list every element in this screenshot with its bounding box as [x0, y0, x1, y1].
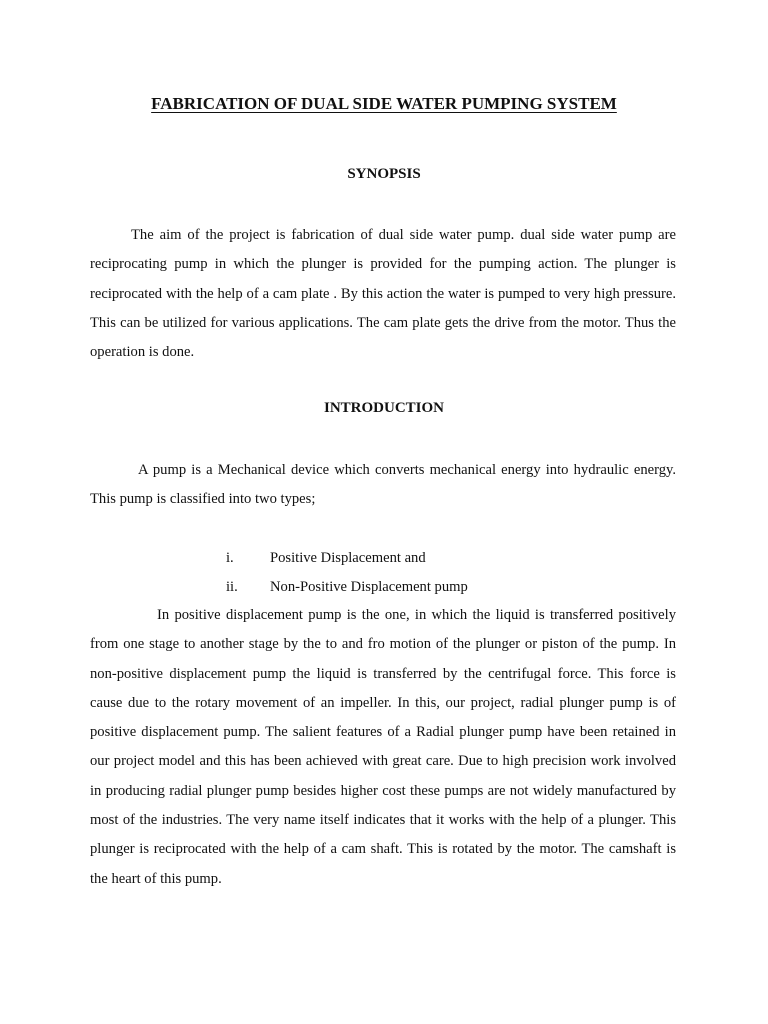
list-item-text: Positive Displacement and [270, 550, 426, 566]
synopsis-paragraph: The aim of the project is fabrication of dual side water pump. dual side water pump are reciprocating pump in which the plunger is provided for the pumping action. The plunger is reciprocated with the help of a cam plate . By this action the water is pumped to very high pressure. This can be utilized for various applications. The cam plate gets the drive from the motor. Thus the operation is done. [90, 227, 676, 361]
document-title: FABRICATION OF DUAL SIDE WATER PUMPING SYSTEM [151, 94, 617, 113]
introduction-paragraph-2: In positive displacement pump is the one, in which the liquid is transferred positively from one stage to another stage by the to and fro motion of the plunger or piston of the pump. In non-positive displacement pump the liquid is transferred by the centrifugal force. This force is cause due to the rotary movement of an impeller. In this, our project, radial plunger pump is of positive displacement pump. The salient features of a Radial plunger pump have been retained in our project model and this has been achieved with great care. Due to high precision work involved in producing radial plunger pump besides higher cost these pumps are not widely manufactured by most of the industries. The very name itself indicates that it works with the help of a plunger. This plunger is reciprocated with the help of a cam shaft. This is rotated by the motor. The camshaft is the heart of this pump. [90, 607, 676, 887]
list-item-number: i. [226, 550, 234, 566]
introduction-heading: INTRODUCTION [323, 400, 444, 416]
list-item-text: Non-Positive Displacement pump [270, 579, 468, 595]
list-item-number: ii. [226, 579, 238, 595]
synopsis-heading: SYNOPSIS [347, 166, 421, 182]
list-item [0, 577, 768, 597]
introduction-paragraph-1: A pump is a Mechanical device which converts mechanical energy into hydraulic energy. This pump is classified into two types; [90, 462, 676, 508]
list-item [0, 548, 768, 568]
